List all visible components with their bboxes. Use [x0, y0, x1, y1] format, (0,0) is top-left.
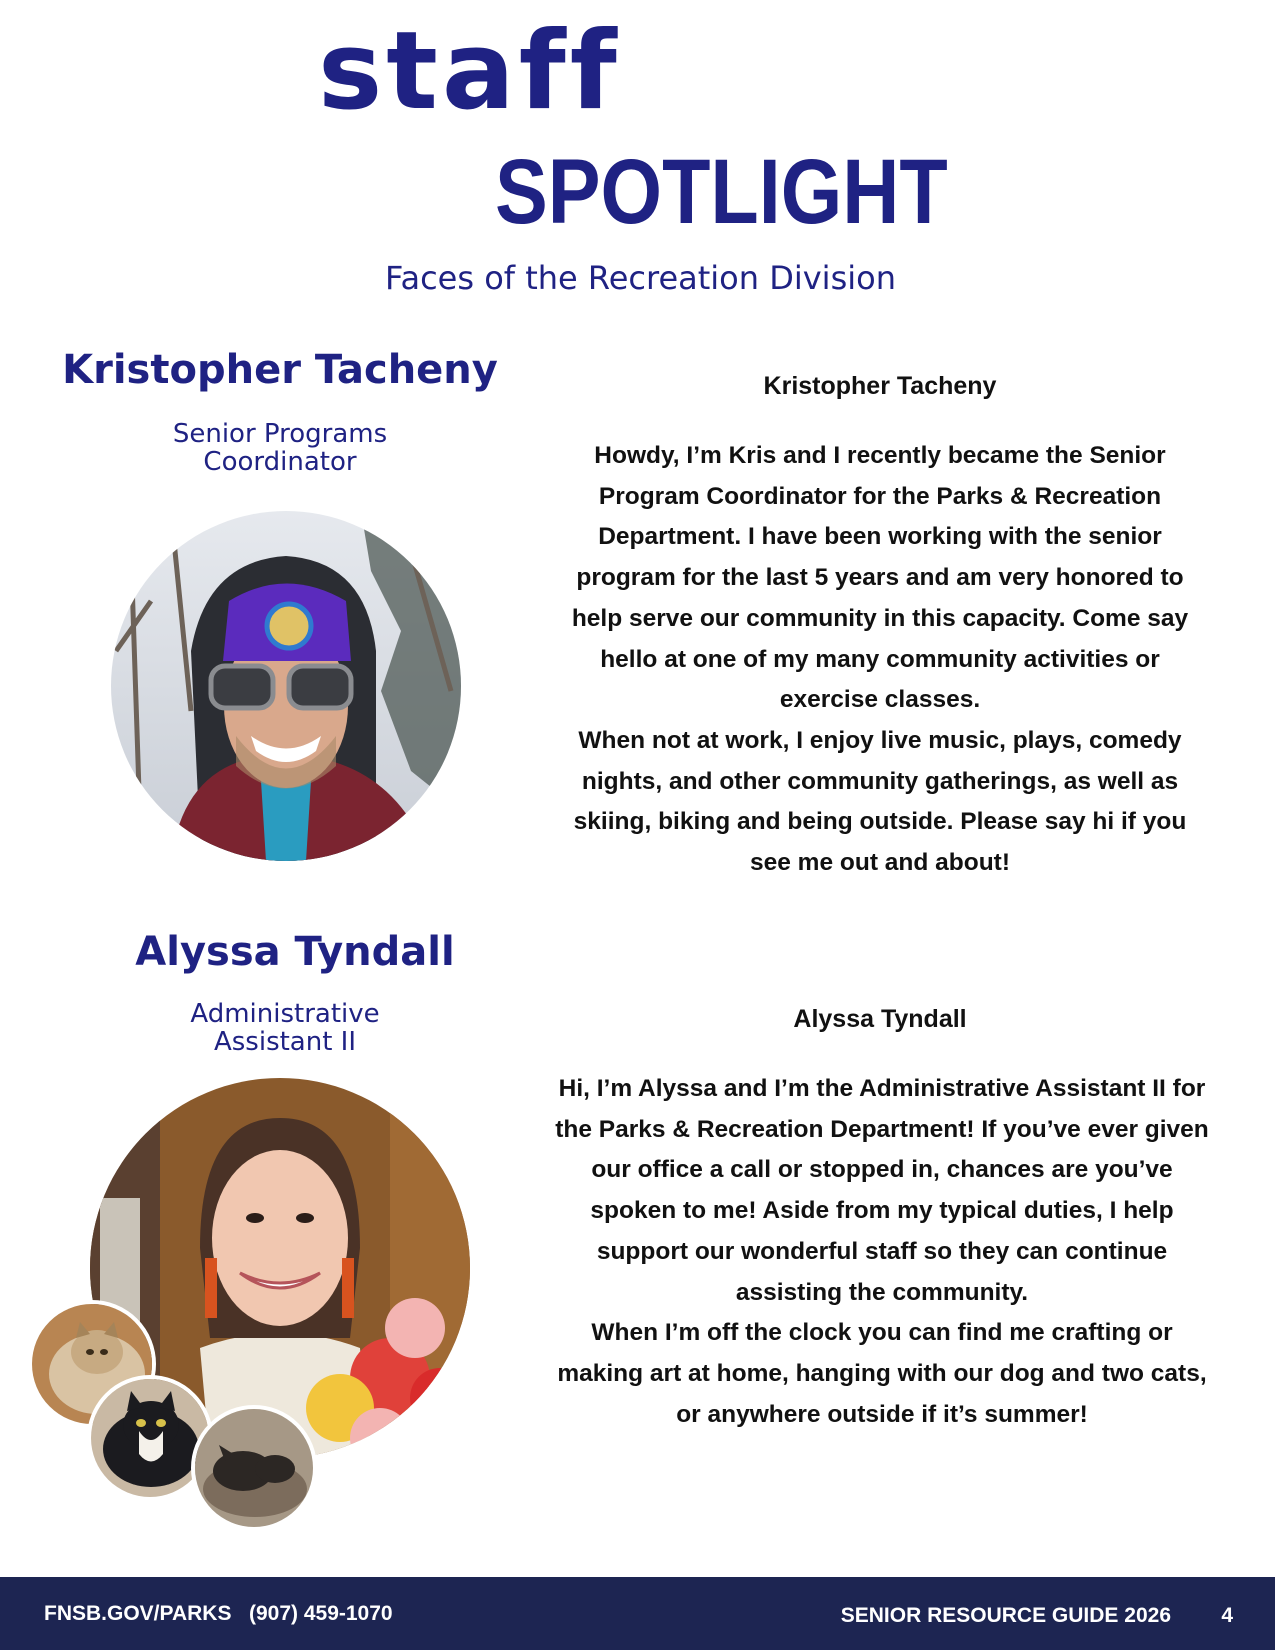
page-subtitle: Faces of the Recreation Division [385, 259, 896, 297]
title-staff: staff [318, 9, 621, 134]
role-line: Assistant II [213, 1027, 357, 1058]
bio-name-kristopher: Kristopher Tacheny [763, 372, 997, 400]
staff-name-kristopher: Kristopher Tacheny [62, 347, 498, 393]
staff-role-alyssa [140, 1000, 430, 1056]
footer-website-link[interactable]: FNSB.GOV/PARKS [44, 1602, 232, 1625]
kristopher-photo [111, 511, 461, 861]
staff-name-alyssa: Alyssa Tyndall [135, 929, 455, 975]
bio-paragraph: When I’m off the clock you can find me crafting or making art at home, hanging with our dog and two cats, or anywhere outside if it’s summer! [557, 1319, 1207, 1428]
dog-photo [191, 1405, 317, 1531]
bio-text-kristopher [555, 436, 1205, 884]
role-line: Coordinator [203, 447, 357, 478]
page-number: 4 [1221, 1604, 1233, 1627]
bio-paragraph: Hi, I’m Alyssa and I’m the Administrative Assistant II for the Parks & Recreation Department! If you’ve ever given our office a call or stopped in, chances are you’ve spoken to me! Aside from my typical duties, I help support our wonderful staff so they can continue assisting the community. [555, 1075, 1209, 1306]
dog-photo-image [195, 1409, 313, 1527]
bio-paragraph: When not at work, I enjoy live music, plays, comedy nights, and other community gatherings, as well as skiing, biking and being outside. Please say hi if you see me out and about! [573, 726, 1187, 877]
footer-publication: SENIOR RESOURCE GUIDE 2026 [840, 1604, 1171, 1627]
page-footer [0, 1577, 1275, 1650]
bio-text-alyssa [552, 1069, 1212, 1435]
footer-contact [44, 1602, 393, 1626]
bio-paragraph: Howdy, I’m Kris and I recently became the Senior Program Coordinator for the Parks & Recreation Department. I have been working with the senior program for the last 5 years and am very honored to help serve our community in this capacity. Come say hello at one of my many community activities or exercise classes. [571, 442, 1189, 714]
footer-phone: (907) 459-1070 [248, 1602, 393, 1625]
title-spotlight: SPOTLIGHT [495, 141, 948, 243]
bio-name-alyssa: Alyssa Tyndall [793, 1005, 967, 1033]
kristopher-photo-image [111, 511, 461, 861]
role-line: Administrative [190, 999, 380, 1029]
staff-role-kristopher [130, 420, 430, 476]
role-line: Senior Programs [172, 419, 388, 449]
